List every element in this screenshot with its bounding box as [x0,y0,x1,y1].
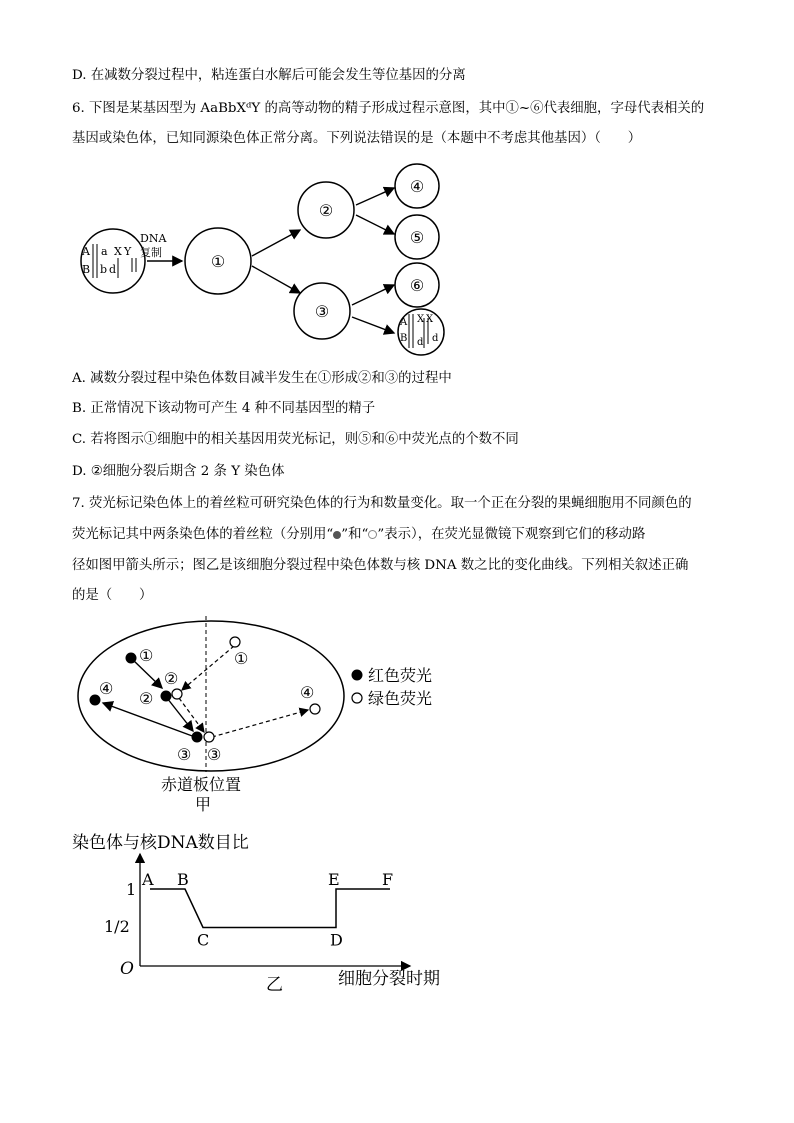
green-dot-1 [230,637,240,647]
q6-stem-line1: 6. 下图是某基因型为 AaBbXᵈY 的高等动物的精子形成过程示意图，其中①~⑥代表细胞，字母代表相关的 [72,101,705,116]
green-dot-2 [172,689,182,699]
origin-label: O [120,959,134,979]
final-label-d1: d [417,337,424,348]
cell-6-label: ⑥ [409,276,425,295]
q6-option-d: D. ②细胞分裂后期含 2 条 Y 染色体 [72,464,285,479]
cell-4-label: ④ [409,177,425,196]
red-marker-3: ③ [177,745,192,764]
arrow-label-fuzhi: 复制 [140,246,162,259]
green-marker-4: ④ [300,683,315,702]
q7-figure-jia [70,612,460,817]
cell-2-label: ② [318,201,334,220]
point-label-B: B [177,870,189,889]
q7-figure-yi-chart [70,826,470,998]
q6-option-a: A. 减数分裂过程中染色体数目减半发生在①形成②和③的过程中 [72,371,452,386]
start-label-a: a [101,245,108,258]
green-marker-3: ③ [207,745,222,764]
q7-stem-line2 [72,525,645,545]
start-label-X: X [114,245,122,258]
y-axis-label: 染色体与核DNA数目比 [72,833,249,853]
point-label-F: F [382,870,394,889]
legend-green-label: 绿色荧光 [368,689,433,708]
y-tick-half: 1/2 [104,917,130,936]
q7-stem-line1: 7. 荧光标记染色体上的着丝粒可研究染色体的行为和数量变化。取一个正在分裂的果蝇细胞用不同颜色的 [72,496,692,511]
final-label-B: B [400,333,408,344]
legend-green-dot [352,693,362,703]
arrow-label-dna: DNA [140,232,167,245]
legend-red-label: 红色荧光 [368,666,433,685]
q7-stem-line2-part1: 荧光标记其中两条染色体的着丝粒（分别用“ [72,527,334,542]
point-label-A: A [142,870,154,889]
cell-1-label: ① [210,252,226,271]
red-marker-2: ② [139,689,154,708]
point-label-E: E [328,870,340,889]
start-label-d: d [109,263,117,276]
figure-jia-caption: 甲 [194,795,212,814]
y-tick-1: 1 [126,880,137,899]
final-label-X1: X [417,314,425,325]
red-marker-4: ④ [99,679,114,698]
q7-stem-line3: 径如图甲箭头所示；图乙是该细胞分裂过程中染色体数与核 DNA 数之比的变化曲线。下列相关叙述正确 [72,558,689,573]
green-dot-4 [310,704,320,714]
q6-meiosis-diagram [60,158,460,358]
q7-stem-line4: 的是（ ） [72,588,153,603]
start-label-B: B [82,263,91,276]
q6-stem-line2: 基因或染色体，已知同源染色体正常分离。下列说法错误的是（本题中不考虑其他基因）（ ） [72,131,642,146]
point-label-C: C [197,930,210,950]
start-label-A: A [82,245,90,258]
start-label-Y: Y [124,245,132,258]
red-dot-3 [192,732,203,743]
cell-5-label: ⑤ [409,228,425,247]
plate-label: 赤道板位置 [160,775,242,794]
green-dot-3 [204,732,214,742]
red-dot-1 [126,653,137,664]
green-marker-2: ② [164,669,179,688]
q6-option-c: C. 若将图示①细胞中的相关基因用荧光标记，则⑤和⑥中荧光点的个数不同 [72,432,519,447]
cell-3-label: ③ [314,302,330,321]
final-label-d2: d [432,333,439,344]
red-dot-2 [161,691,172,702]
point-label-D: D [330,930,343,950]
legend-red-dot [352,670,363,681]
final-label-A: A [400,317,408,328]
red-marker-1: ① [139,646,154,665]
green-marker-1: ① [234,649,249,668]
q7-stem-line2-part2: ”和“ [341,527,369,542]
q6-option-b: B. 正常情况下该动物可产生 4 种不同基因型的精子 [72,401,376,416]
start-label-b: b [100,263,108,276]
ratio-line [150,889,390,928]
q7-stem-line2-part3: ”表示），在荧光显微镜下观察到它们的移动路 [377,527,646,542]
x-axis-label: 细胞分裂时期 [338,969,440,989]
figure-yi-caption: 乙 [266,975,283,995]
start-cell [81,229,145,293]
q5-option-d: D. 在减数分裂过程中，粘连蛋白水解后可能会发生等位基因的分离 [72,68,466,83]
final-label-X2: X [426,314,434,325]
